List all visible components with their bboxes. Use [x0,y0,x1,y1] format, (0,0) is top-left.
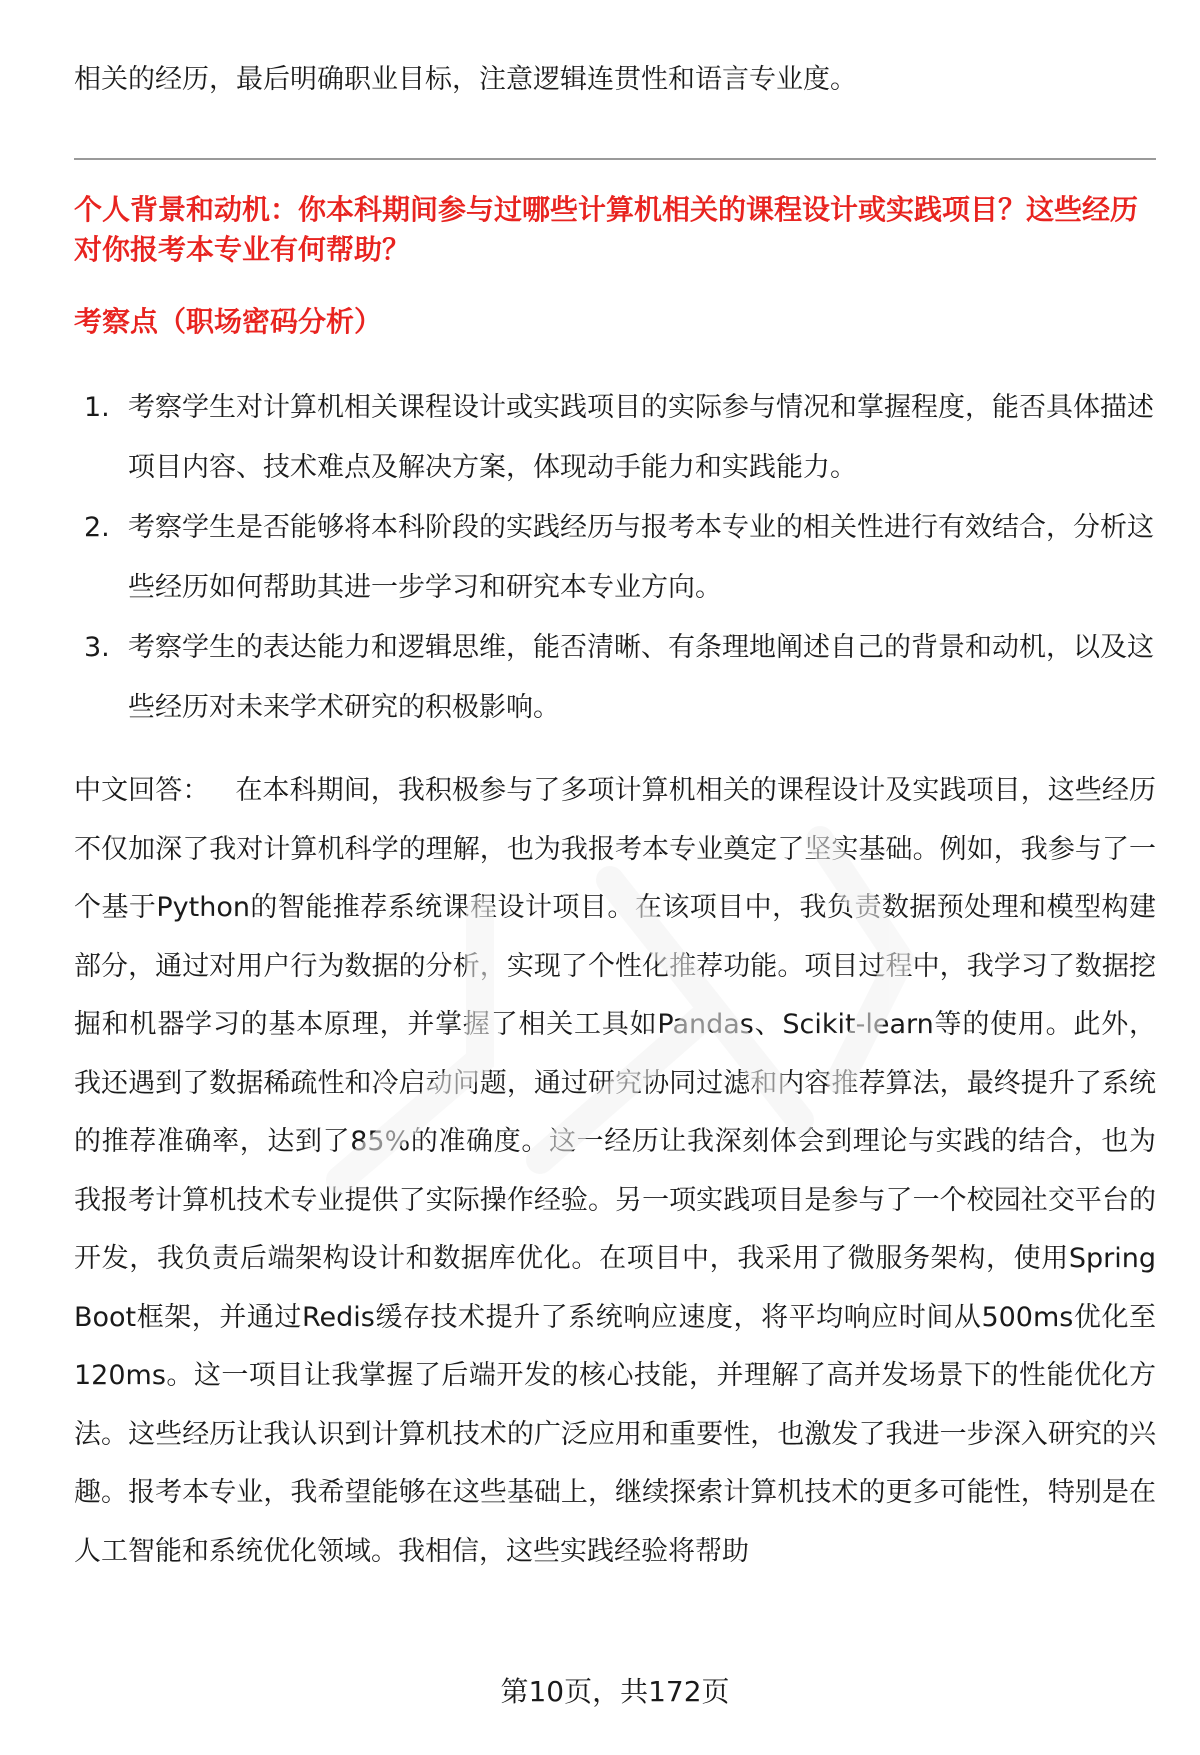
list-item-text: 考察学生的表达能力和逻辑思维，能否清晰、有条理地阐述自己的背景和动机，以及这些经历对未来学术研究的积极影响。 [128,632,1154,723]
list-item-text: 考察学生对计算机相关课程设计或实践项目的实际参与情况和掌握程度，能否具体描述项目内容、技术难点及解决方案，体现动手能力和实践能力。 [128,392,1154,483]
document-page [74,0,1156,1755]
list-item-number: 3. [84,632,110,663]
page-number: 第10页，共172页 [500,1675,730,1708]
question-heading: 个人背景和动机：你本科期间参与过哪些计算机相关的课程设计或实践项目？这些经历对你报考本专业有何帮助？ [74,193,1139,266]
intro-line: 相关的经历，最后明确职业目标，注意逻辑连贯性和语言专业度。 [74,64,857,95]
assessment-points-list [74,378,1156,738]
divider [74,158,1156,160]
list-item-number: 1. [84,392,110,423]
answer-text: 在本科期间，我积极参与了多项计算机相关的课程设计及实践项目，这些经历不仅加深了我对计算机科学的理解，也为我报考本专业奠定了坚实基础。例如，我参与了一个基于Python的智能推荐系统课程设计项目。在该项目中，我负责数据预处理和模型构建部分，通过对用户行为数据的分析，实现了个性化推荐功能。项目过程中，我学习了数据挖掘和机器学习的基本原理，并掌握了相关工具如Pandas、Scikit-learn等的使用。此外，我还遇到了数据稀疏性和冷启动问题，通过研究协同过滤和内容推荐算法，最终提升了系统的推荐准确率，达到了85%的准确度。这一经历让我深刻体会到理论与实践的结合，也为我报考计算机技术专业提供了实际操作经验。另一项实践项目是参与了一个校园社交平台的开发，我负责后端架构设计和数据库优化。在项目中，我采用了微服务架构，使用Spring Boot框架，并通过Redis缓存技术提升了系统响应速度，将平均响应时间从500ms优化至120ms。这一项目让我掌握了后端开发的核心技能，并理解了高并发场景下的性能优化方法。这些经历让我认识到计算机技术的广泛应用和重要性，也激发了我进一步深入研究的兴趣。报考本专业，我希望能够在这些基础上，继续探索计算机技术的更多可能性，特别是在人工智能和系统优化领域。我相信，这些实践经验将帮助 [74,775,1157,1567]
list-item [74,618,1156,738]
answer-label: 中文回答： [74,775,210,806]
list-item-number: 2. [84,512,110,543]
list-item [74,498,1156,618]
answer-paragraph [74,762,1156,1581]
section-heading: 考察点（职场密码分析） [74,305,383,338]
list-item-text: 考察学生是否能够将本科阶段的实践经历与报考本专业的相关性进行有效结合，分析这些经历如何帮助其进一步学习和研究本专业方向。 [128,512,1154,603]
list-item [74,378,1156,498]
